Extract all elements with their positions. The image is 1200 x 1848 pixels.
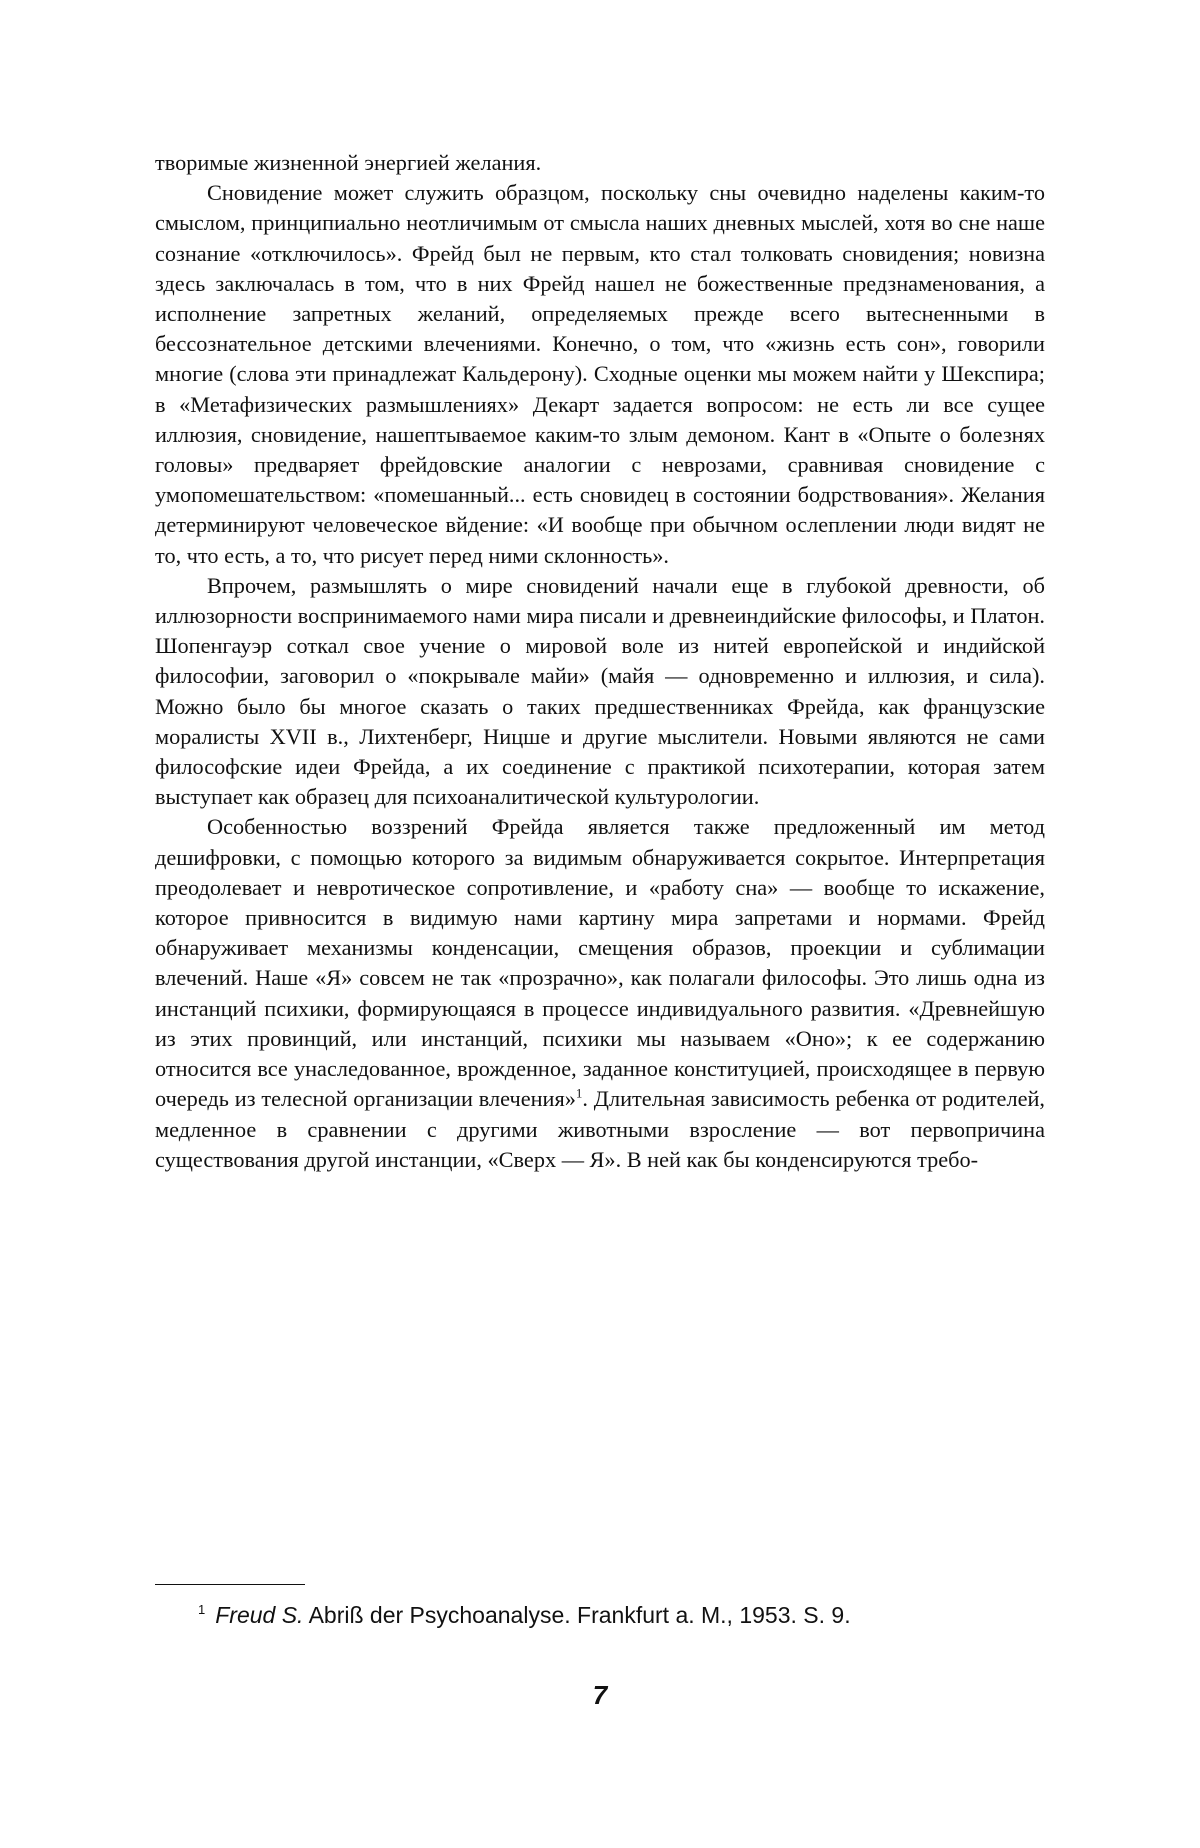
footnote-mark: 1 (198, 1602, 206, 1618)
footnote-separator (155, 1584, 305, 1585)
page-number: 7 (592, 1680, 608, 1710)
paragraph-method-text-b: . Длительная зависимость ребенка от родителей, медленное в сравнении с другими животными взросление — вот первопричина существования другой инстанции, «Сверх — Я». В ней как бы конденсируются требо- (155, 1086, 1045, 1172)
paragraph-predecessors: Впрочем, размышлять о мире сновидений начали еще в глубокой древности, об иллюзорности воспринимаемого нами мира писали и древнеиндийские философы, и Платон. Шопенгауэр соткал свое учение о мировой воле из нитей европейской и индийской философии, заговорил о «покрывале майи» (майя — одновременно и иллюзия, и сила). Можно было бы многое сказать о таких предшественниках Фрейда, как французские моралисты XVII в., Лихтенберг, Ницше и другие мыслители. Новыми являются не сами философские идеи Фрейда, а их соединение с практикой психотерапии, которая затем выступает как образец для психоаналитической культурологии. (155, 572, 1045, 810)
footnote-author: Freud S. (215, 1602, 304, 1628)
paragraph-continuation: творимые жизненной энергией желания. (155, 150, 542, 175)
paragraph-method (155, 812, 1045, 1174)
footnote (198, 1600, 1058, 1630)
paragraph-method-text-a: Особенностью воззрений Фрейда является также предложенный им метод дешифровки, с помощью которого за видимым обнаруживается сокрытое. Интерпретация преодолевает и невротическое сопротивление, и «работу сна» — вообще то искажение, которое привносится в видимую нами картину мира запретами и нормами. Фрейд обнаруживает механизмы конденсации, смещения образов, проекции и сублимации влечений. Наше «Я» совсем не так «прозрачно», как полагали философы. Это лишь одна из инстанций психики, формирующаяся в процессе индивидуального развития. «Древнейшую из этих провинций, или инстанций, психики мы называем «Оно»; к ее содержанию относится все унаследованное, врожденное, заданное конституцией, происходящее в первую очередь из телесной организации влечения» (155, 814, 1045, 1112)
footnote-reference: 1 (575, 1085, 583, 1101)
page-body (155, 148, 1045, 1175)
footnote-citation: Abriß der Psychoanalyse. Frankfurt a. M., 1953. S. 9. (303, 1602, 851, 1628)
paragraph-dreams: Сновидение может служить образцом, поскольку сны очевидно наделены каким-то смыслом, принципиально неотличимым от смысла наших дневных мыслей, хотя во сне наше сознание «отключилось». Фрейд был не первым, кто стал толковать сновидения; новизна здесь заключалась в том, что в них Фрейд нашел не божественные предзнаменования, а исполнение запретных желаний, определяемых прежде всего вытесненными в бессознательное детскими влечениями. Конечно, о том, что «жизнь есть сон», говорили многие (слова эти принадлежат Кальдерону). Сходные оценки мы можем найти у Шекспира; в «Метафизических размышлениях» Декарт задается вопросом: не есть ли все сущее иллюзия, сновидение, нашептываемое каким-то злым демоном. Кант в «Опыте о болезнях головы» предваряет фрейдовские аналогии с неврозами, сравнивая сновидение с умопомешательством: «помешанный... есть сновидец в состоянии бодрствования». Желания детерминируют человеческое вйдение: «И вообще при обычном ослеплении люди видят не то, что есть, а то, что рисует перед ними склонность». (155, 180, 1045, 568)
